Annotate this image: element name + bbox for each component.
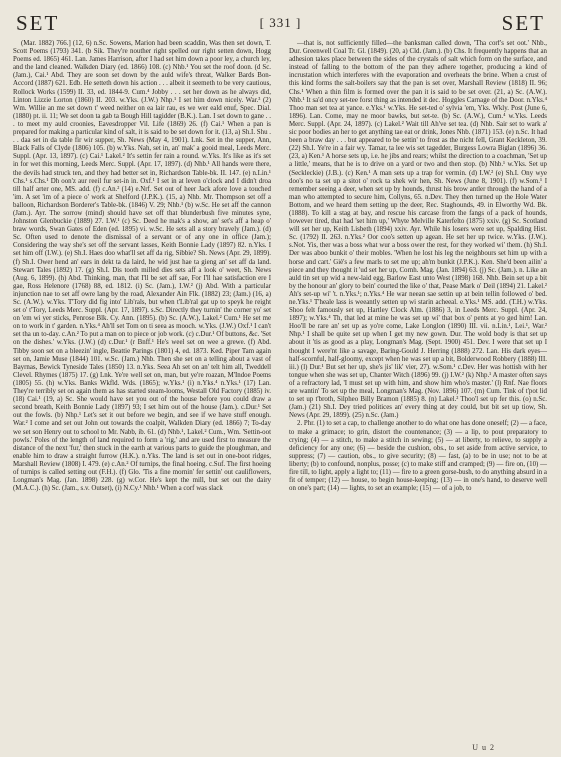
entry-paragraph: (Mar. 1882) 766.] (12, 6) n.Sc. Sowens, Marion had been scaddin, Was then set down, T. Scott Poems (1793) 341. (b Sik. They're nouther right spelled our right setten down, Hogg Poems ed. 1865) 461. Lan. James Harrison, after I had set him down a poor ley, a church ley, and the land cleaned. Walkden Diary (ed. 1866) 108. (c) Nhb.¹ You set the roof doon. (d Sc. (Jam.), Cai.¹ Abd. They are soon set down by the auld wife's threat, Walker Bards Bon-Accord (1887) 621. Edb. He setteth down his action . . . albeit it seemeth to be very cautious, Rollock Works (1599) II. 33, ed. 1844-9. Cum.⁴ Jobby . . . set her down as he always did, Linton Lizzie Lorton (1860) II. 203. w.Yks. (J.W.) Nhp.¹ I set him down nicely. War.³ (2) Wm. Willie an me set down t' weed neither on ea lair rau, es we wer eald enuf, Spec. Dial. (1880) pt. ii. 11; We set doon ta gab ta Bough Hill tagidder (B.K.). Lan. I set down to gane . . . to meet my auld croonies, Eavesdropper Vil. Life (1869) 26. (f) Cai.¹ When a pan is prepared for making a particular kind of salt, it is said to be set down for it. (13, a) Sh.I. Shu . . . daa set in da table fir wir supper, Sh. News (May 4, 1901). Lnk. Set in the supper, Ann, Black Falls of Clyde (1806) 105. (b) w.Yks. Nah, set in, an' mak' a gooid meal, Leeds Merc. Suppl. (Apr. 13, 1897). (c) Cai.¹ Lakel.² It's settin fer rain a round. w.Yks. It's like as it's set in for wet this morning, Leeds Merc. Suppl. (Apr. 17, 1897). (d) Nhb.¹ All hands were there, the devils had struck ten, and they had better set in, Richardson Table-bk. II. 147. (e) n.Lin.¹ Chs.¹ s.Chs.¹ Dh oon'z aur reeil fur set-in in. Oxf.¹ I set in at leven o'clock and I didn't droa till half arter one, MS. add. (f) c.An.² (14) e.Nrf. Set out of heer Jack afore love a touched 'im. A set 'im of a piece o' work at Shelford (J.P.K.). (15, a) Nhb. Mr. Thompson set off a balloon, Richardson Borderer's Table-bk. (1846) V. 29; Nhb.¹ (b) w.Sc. He set aff the cannon (Jam.). Ayr. The sorrow (mind) should have set off that blunderbush five minutes syne, Johnston Glenbuckie (1889) 27. I.W.¹ (c) Sc. Deed he mak's a show, an' set's aff a heap o' braw words, Swan Gates of Eden (ed. 1895) vi. w.Sc. He sets all a story bravely (Jam.). (d) Sc. Often used to denote the dismissal of a servant or of any one in office (Jam.); Considering the way she's set off the servant lasses, Keith Bonnie Lady (1897) 82. n.Yks. I set him off (I.W.). (e) Sh.I. Haes doo what'll set aff da rig, Sibbie? Sh. News (Apr. 29, 1899). (f) Sh.I. Ower hend an' ears in dekt ta da laird, he wid just hae ta gieng an' set aff da land. Stewart Tales (1892) 17. (g) Sh.I. Dis tooth milled dies sets aff a look o' weet, Sh. News (Aug. 6, 1899). (h) Abd. Thinking, man, that I'll be set aff sae, For I'll hae satisfaction ere I gae, Ross Helenore (1768) 88, ed. 1812. (i) Sc. (Jam.), I.W.² (j) Abd. With a particular injunction nae to set aff owre lang by the road, Alexander Ain Flk. (1882) 23; (Jam.) (16, a) Sc. (A.W.). w.Yks. T'Tory did fig into' Lib'rals, but when t'Lib'ral gat up to speyk he reight set o' t'Tory, Leeds Merc. Suppl. (Apr. 17, 1897). s.Sc. Directly they turnin' the corner yo' set on 'em wi yer sticks, Penrose Blk. Cy. Ann. (1895). (b) Sc. (A.W.), Lakel.² Cum.¹ He set me on to work in t' garden. n.Yks.⁴ Ah'll set Tom on ti seea as mooch. w.Yks. (J.W.) Oxf.¹ I can't set tha un to-day. c.An.² To put a man on to piece or job work. (c) c.Dur.¹ Of buttons, &c. 'Set on the dishes.' w.Yks. (J.W.) (d) c.Dur.¹ (r Bnff.¹ He's weel set on wee a grewe. (f) Abd. Tibby soon set on a bleezin' ingle, Beattie Parings (1801) 4, ed. 1873. Ked. Piper Tam again set on, Jamie Muse (1844) 101. w.Sc. (Jam.) Nhb. Then she set on a telling about a vast of Bayrnas, Bewick Tyneside Tales (1850) 13. n.Yks. Seea Ah set on an' telt him all, Tweddell Clevel. Rhymes (1875) 17. (g) Lnk. Ye're well set on, man, but ye're roazan, M'Indoe Poems (1805) 55. (h) w.Yks. Banks Wkfld. Wds. (1865); w.Yks.¹ (i) n.Yks.⁴ n.Yks.¹ (17) Lan. They're terribly set on again them as has started steam-looms, Westall Old Factory (1885) iv. (18) Cai.¹ (19, a) Sc. She would have set you out of the house before you could draw a second breath, Keith Bonnie Lady (1897) 93; I set him out of the house (Jam.). c.Dur.¹ Set out the fowls. (b) Nhp.¹ Let's set it out before we begin, and see if we have stuff enough. War.² I come and set out John out towards the coalpit, Walkden Diary (ed. 1866) 7; To-day we set son Henry out to school to Mr. Nabb, ib. 61. (d) Nhb.¹, Lakel.² Cum., Wm. 'Settin-oot powls.' Poles of the length of land required to form a 'rig,' and are used first to measure the distance of the next 'fur,' then stuck in the earth at various parts to guide the ploughman, and enable him to draw a straight furrow (H.K.). n.Yks. The land is set out in one-boot ridges, Marshall Review (1808) I. 479. (e) c.An.² Of turnips, the final hoeing. c.Suf. The first hoeing of turnips is called setting out (F.H.). (f) Glo. 'Tis a fine mornin' fer settin' out cauliflowers, Longman's Mag. (Jan. 1898) 228. (g) w.Cor. He's kept the mill, but set out the dairy (M.A.C.). (h) Sc. (Jam., s.v. Outset), (i) N.Cy.¹ Nhb.¹ When a corf was slack [13, 40, 271, 493]
header-headword-left: SET [16, 10, 60, 35]
page-header [16, 11, 545, 35]
entry-paragraph: —that is, not sufficiently filled—the banksman called down, 'Tha corf's set oot.' Nhb., Dur. Greenwell Coal Tr. Gl. (1849). (20, a) Cld. (Jam.). (b) Chs. It frequently happens that an adhesion takes place between the sides of the crystals of salt which form on the surface, and instead of falling to the bottom of the pan they adhere together, producing a kind of incrustation which interferes with the evaporation and overheats the brine. When a crust of this kind forms the salt-boilers say that the pan is set over, Marshall Review (1818) II. 96; Chs.¹ When a thin film is formed over the pan it is said to be set over. (21, a) Sc. (A.W.). Nhb.¹ It sa'd oncy set-tee forst thing as intended it dec. Hoggles Carnage of the Door. n.Yks.⁴ Thoo man set tea at yance. e.Yks.¹ w.Yks. He set-ted o' sylvia 'em, Yks. Wkly. Post (June 6, 1896). Lan. Come, may ne moor bawks, but set-te. (b) Sc. (A.W.), Cum.⁴ w.Yks. Leeds Merc. Suppl. (Apr. 24, 1897). (c) Lakel.² Wait till Ah've set tea. (d) Nhb. Sair set to wark a' sic poor bodies an her to get anything tae eat or drink, Jones Nhb. (1871) 153. (e) n.Sc. It had been a braw day . . . but appeared to be settin' to frost as the nicht fell, Grant Keckleton, 39. (22) Sh.I. Ye're in a fair wy. Tamar, ta lee wis set tagedder, Burgess Lowra Biglan (1896) 36. (23, a) Ken.¹ A horse sets up, i.e. he jibs and rears; whilst the direction to a coachman, 'Set up a little,' means, that he is to drive on a yard or two and then stop. (b) Nhb.¹ w.Yks. Set up (Seckleckie) (J.B.). (c) Ken.¹ A man sets up a trap for vermin. (d) I.W.² (e) Sh.I. Ony wye doo's no ta set up a sitot o' rock ta shek wir hen, Sh. News (June 8, 1901). (f) w.Som.¹ I remember seeing a deer, when set up by hounds, thrust his brow antler through the hand of a man who attempted to secure him, Collyns, 65. n.Dev. They then turned up the Hole Water Bottom, and we heard them setting up the deer, Rec. Staghounds, 49. in Elworthy Wd. Bk. (1888). To kill a stag at bay, and rescue his carcase from the fangs of a pack of hounds, however tired, that had 'set him up,' Whyte Melville Katerfelto (1875) xxiv. (g) Sc. Scotland will set her up, Keith Lisbeth (1894) xxiv. Ayr. While his losers were set up, Spalding Hist. Sc. (1792) II. 263. n.Yks.² Oor coo's setten up agean. He set her up twice. w.Yks. (J.W.). s.Not. Yis, ther was a boss what wur a boss ower the rest, for they worked wi' them. (h) Sh.I. Der was aboo bunkit o' their mobles. 'When he lost his leg the neighbours set him up with a horse and cart.' Giè's a few marls to set me up; ah'm bunkit (J.P.K.). Ken. She'd been ailin' a piece and they thought it 'ud set her up, Cornh. Mag. (Jan. 1894) 63. (j) Sc. (Jam.). n. Like an auld tin set up wid a new-laid egg, Barlow East unto West (1898) 168. Nhb. Bein set up a bit by the honour an' glory to bein' courted the like o' that, Pease Mark o' Deil (1894) 21. Lakel.² Ah's set-up wi' 't. n.Yks.¹; n.Yks.⁴ He war neean sae settin up at bein tellin followed o' bed. ne.Yks.¹ T'heale lass is weeantly setten up wi starin acheeal. e.Yks.¹ MS. add. (T.H.) w.Yks. Shoo felt famously set up, Hartley Clock Alm. (1886) 3, in Leeds Merc. Suppl. (Apr. 24, 1897); w.Yks.⁴ Th, that led at mine he was set up wi' that box o' pents at yo ged him! Lan. Hoo'll be rare an' set up as yo're come, Lake Longlon (1890) III. vii. n.Lin.¹, Lei.¹, War.² Nhp.¹ I shall be quite set up when I get my new gown. Dur. The wold body is that set up about it 'tis as good as a play, Longman's Mag. (Sept. 1900) 451. Dev. I were that set up I thought I were'nt like a savage, Baring-Gould J. Herring (1888) 272. Lan. His dark eyes—half-scornful, half-gloomy, except when he was set up a bit, Bolderwood Robbery (1888) III. iii.) (l) Dur.¹ But set her up, she's jis' lik' vier, 27). w.Som.¹ c.Dev. Her was hottish with her tongue when she was set up, Chanter Witch (1896) 99. (j) I.W.² (k) Nhp.¹ A master often says of a refractory lad, 'I must set up with him, and show him who's master.' (l) Rnf. Nae floors are wantin' To set up the meal, Longman's Mag. (Nov. 1896) 107. (m) Cum. Tink of t'pot lid to set up t'broth, Silpheo Billy Bramon (1885) 8. (n) Lakel.² Thoo'l set up fer this. (o) n.Sc. (Jam.) (21) Sh.I. Dey tried politices an' every thing at dey could, but bit set up tiow, Sh. News (Apr. 29, 1899). (25) n.Sc. (Jam.) [289, 40, 547, 420]
page-number: [ 331 ] [259, 15, 302, 30]
signature-mark: U u 2 [472, 743, 495, 752]
right-column [289, 40, 547, 740]
header-headword-right: SET [501, 10, 545, 35]
left-column [13, 40, 271, 740]
entry-paragraph: 2. Phr. (1) to set a cap, to challenge another to do what one has done oneself; (2) — a face, to make a grimace; to grin, distort the countenance; (3) — a lip, to pout preparatory to crying; (4) — a stitch, to make a stitch in sewing; (5) — at liberty, to relieve, to supply a deficiency for any one; (6) — beside the cushion, obs., to set aside from active service, to suppress; (7) — caution, obs., to give security; (8) — fast, (a) to be in use; not to be at liberty; (b) to confound, nonplus, posse; (c) to make stiff and cramped; (9) — fire on, (10) — fire till, to light, apply a light to; (11) — fire to a green gorse-bush, to do anything absurd in a fit of temper; (12) — house, to begin house-keeping; (13) — in one's hand, to deserve well on one's part; (14) — lights, to set an example; (15) — of a job, to [289, 420, 547, 493]
